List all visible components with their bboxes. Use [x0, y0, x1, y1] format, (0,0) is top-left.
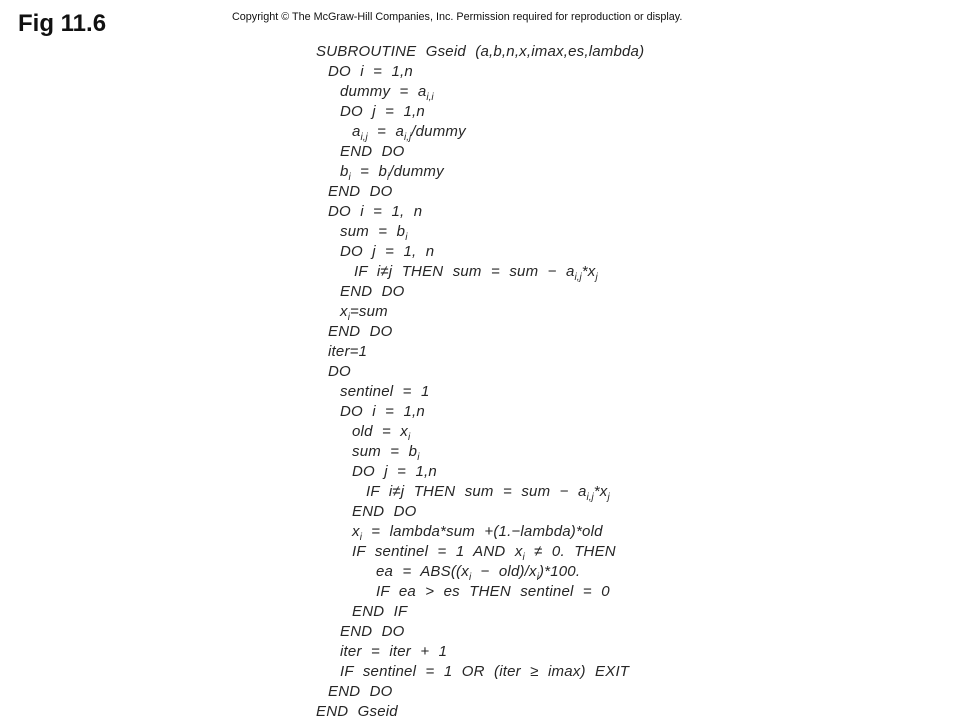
- code-text: *x: [593, 483, 608, 500]
- code-text: END DO: [328, 323, 393, 340]
- code-text: DO i = 1,n: [328, 63, 413, 80]
- code-text: ≠ 0. THEN: [524, 543, 616, 560]
- code-line: [340, 624, 405, 640]
- code-subscript: i: [468, 572, 472, 583]
- code-text: /dummy: [411, 123, 466, 140]
- code-text: END DO: [328, 183, 393, 200]
- code-text: END DO: [352, 503, 417, 520]
- code-line: [352, 123, 466, 143]
- code-line: [316, 44, 644, 60]
- code-subscript: i,i: [426, 92, 434, 103]
- code-text: END DO: [328, 683, 393, 700]
- code-text: END IF: [352, 603, 408, 620]
- code-text: IF i≠j THEN sum = sum − a: [354, 263, 575, 280]
- code-line: [340, 404, 425, 420]
- code-subscript: i: [536, 572, 539, 583]
- code-text: END DO: [340, 623, 405, 640]
- code-text: sum = b: [340, 223, 406, 240]
- code-text: END DO: [340, 283, 405, 300]
- code-line: [352, 543, 616, 563]
- code-line: [352, 464, 437, 480]
- code-line: [340, 284, 405, 300]
- code-text: =sum: [349, 303, 388, 320]
- code-text: − old)/x: [471, 563, 537, 580]
- code-line: [376, 563, 581, 583]
- code-subscript: i: [417, 452, 420, 463]
- code-line: [340, 223, 408, 243]
- code-line: [340, 104, 425, 120]
- code-subscript: i,j: [586, 492, 594, 503]
- code-subscript: i,j: [574, 272, 582, 283]
- code-subscript: i: [405, 232, 408, 243]
- code-line: [352, 504, 417, 520]
- code-subscript: i: [347, 312, 350, 323]
- code-text: x: [340, 303, 348, 320]
- code-subscript: j: [607, 492, 610, 503]
- code-text: /dummy: [389, 163, 444, 180]
- code-text: END DO: [340, 143, 405, 160]
- code-subscript: i: [387, 172, 390, 183]
- code-text: )*100.: [538, 563, 581, 580]
- code-text: END Gseid: [316, 703, 398, 720]
- code-text: DO j = 1, n: [340, 243, 435, 260]
- code-subscript: i,j: [404, 132, 412, 143]
- code-line: [352, 523, 603, 543]
- code-text: x: [352, 523, 360, 540]
- code-line: [340, 644, 447, 660]
- code-line: [328, 64, 413, 80]
- code-line: [328, 684, 393, 700]
- code-subscript: i,j: [360, 132, 368, 143]
- code-line: [352, 423, 411, 443]
- code-line: [376, 584, 610, 600]
- code-line: [354, 263, 598, 283]
- code-subscript: j: [595, 272, 598, 283]
- code-text: IF sentinel = 1 AND x: [352, 543, 523, 560]
- code-subscript: i: [522, 552, 525, 563]
- code-line: [352, 443, 420, 463]
- code-line: [366, 483, 610, 503]
- code-line: [340, 664, 629, 680]
- code-text: DO i = 1, n: [328, 203, 423, 220]
- code-line: [340, 144, 405, 160]
- code-text: = lambda*sum +(1.−lambda)*old: [361, 523, 603, 540]
- code-text: sentinel = 1: [340, 383, 430, 400]
- code-text: iter = iter + 1: [340, 643, 448, 660]
- code-text: dummy = a: [340, 83, 427, 100]
- code-line: [328, 344, 367, 360]
- code-line: [340, 244, 434, 260]
- code-subscript: i: [359, 532, 362, 543]
- code-line: [340, 163, 444, 183]
- code-text: DO: [328, 363, 351, 380]
- code-line: [328, 184, 393, 200]
- code-text: IF ea > es THEN sentinel = 0: [376, 583, 610, 600]
- code-line: [316, 704, 398, 720]
- code-line: [328, 324, 393, 340]
- code-text: IF sentinel = 1 OR (iter ≥ imax) EXIT: [340, 663, 630, 680]
- code-text: DO j = 1,n: [340, 103, 425, 120]
- code-text: DO i = 1,n: [340, 403, 425, 420]
- code-text: iter=1: [328, 343, 368, 360]
- code-text: *x: [581, 263, 596, 280]
- code-text: DO j = 1,n: [352, 463, 437, 480]
- code-line: [340, 303, 388, 323]
- code-text: = a: [367, 123, 405, 140]
- code-subscript: i: [348, 172, 351, 183]
- code-text: old = x: [352, 423, 409, 440]
- code-line: [352, 604, 407, 620]
- code-subscript: i: [408, 432, 411, 443]
- code-text: b: [340, 163, 349, 180]
- code-text: = b: [350, 163, 388, 180]
- code-line: [340, 384, 430, 400]
- code-text: SUBROUTINE Gseid (a,b,n,x,imax,es,lambda): [316, 43, 645, 60]
- copyright-notice: Copyright © The McGraw-Hill Companies, Inc. Permission required for reproduction or display.: [232, 11, 683, 23]
- code-text: IF i≠j THEN sum = sum − a: [366, 483, 587, 500]
- code-line: [340, 83, 434, 103]
- figure-label: Fig 11.6: [18, 10, 107, 37]
- code-text: ea = ABS((x: [376, 563, 469, 580]
- code-line: [328, 364, 351, 380]
- code-text: sum = b: [352, 443, 418, 460]
- code-text: a: [352, 123, 361, 140]
- code-line: [328, 204, 422, 220]
